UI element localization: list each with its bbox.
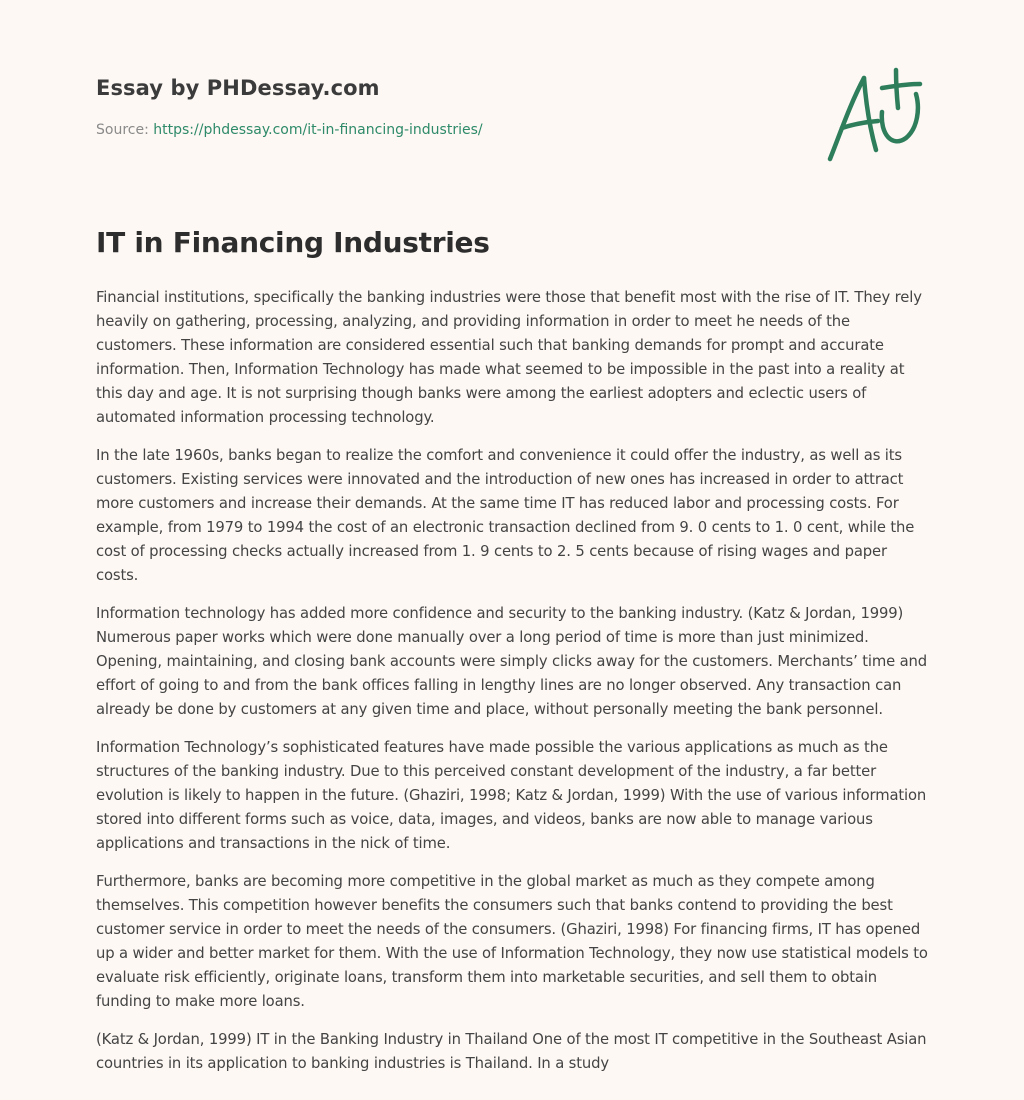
paragraph: (Katz & Jordan, 1999) IT in the Banking Industry in Thailand One of the most IT competitive in the Southeast Asian countries in its application to banking industries is Thailand. In a study bbox=[96, 1031, 927, 1072]
paragraph: Information technology has added more confidence and security to the banking industry. (Katz & Jordan, 1999) Numerous paper works which were done manually over a long period of time is more than just minimized. Opening, maintaining, and closing bank accounts were simply clicks away for the customers. Merchants’ time and effort of going to and from the bank offices falling in lengthy lines are no longer observed. Any transaction can already be done by customers at any given time and place, without personally meeting the bank personnel. bbox=[96, 605, 927, 718]
paragraph: Furthermore, banks are becoming more competitive in the global market as much as they compete among themselves. This competition however benefits the consumers such that banks contend to providing the best customer service in order to meet the needs of the consumers. (Ghaziri, 1998) For financing firms, IT has opened up a wider and better market for them. With the use of Information Technology, they now use statistical models to evaluate risk efficiently, originate loans, transform them into marketable securities, and sell them to obtain funding to make more loans. bbox=[96, 873, 928, 1010]
essay-title: IT in Financing Industries bbox=[96, 226, 490, 259]
source-line bbox=[96, 122, 483, 138]
a-plus-logo-svg bbox=[820, 64, 930, 164]
essay-body bbox=[96, 286, 928, 1090]
paragraph: In the late 1960s, banks began to realize the comfort and convenience it could offer the industry, as well as its customers. Existing services were innovated and the introduction of new ones has increased in order to attract more customers and increase their demands. At the same time IT has reduced labor and processing costs. For example, from 1979 to 1994 the cost of an electronic transaction declined from 9. 0 cents to 1. 0 cent, while the cost of processing checks actually increased from 1. 9 cents to 2. 5 cents because of rising wages and paper costs. bbox=[96, 447, 915, 584]
paragraph: Information Technology’s sophisticated features have made possible the various applications as much as the structures of the banking industry. Due to this perceived constant development of the industry, a far better evolution is likely to happen in the future. (Ghaziri, 1998; Katz & Jordan, 1999) With the use of various information stored into different forms such as voice, data, images, and videos, banks are now able to manage various applications and transactions in the nick of time. bbox=[96, 739, 927, 852]
essay-header bbox=[96, 76, 483, 138]
brand-name: Essay by PHDessay.com bbox=[96, 76, 380, 100]
source-label: Source: bbox=[96, 122, 154, 138]
source-link[interactable]: https://phdessay.com/it-in-financing-industries/ bbox=[153, 122, 483, 138]
a-plus-grade-icon bbox=[820, 64, 930, 164]
paragraph: Financial institutions, specifically the banking industries were those that benefit most with the rise of IT. They rely heavily on gathering, processing, analyzing, and providing information in order to meet he needs of the customers. These information are considered essential such that banking demands for prompt and accurate information. Then, Information Technology has made what seemed to be impossible in the past into a reality at this day and age. It is not surprising though banks were among the earliest adopters and eclectic users of automated information processing technology. bbox=[96, 289, 922, 426]
